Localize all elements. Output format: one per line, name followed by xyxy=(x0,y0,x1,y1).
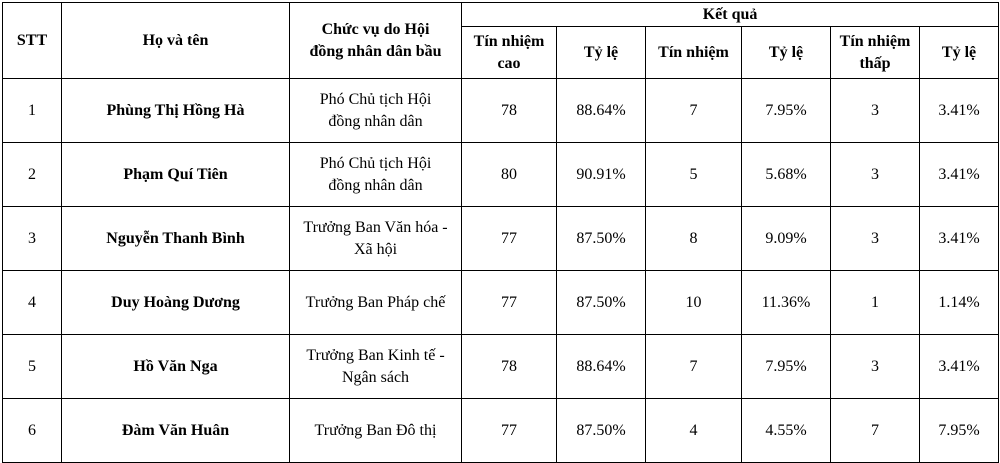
header-rate-trust: Tỷ lệ xyxy=(742,27,831,79)
header-name: Họ và tên xyxy=(62,3,290,79)
cell-low-trust: 7 xyxy=(831,399,920,463)
cell-high-trust: 77 xyxy=(462,207,557,271)
table-row xyxy=(3,79,999,143)
cell-position-line1: Trưởng Ban Văn hóa - xyxy=(303,218,448,236)
cell-trust: 10 xyxy=(646,271,742,335)
table-row xyxy=(3,399,999,463)
cell-rate-high: 87.50% xyxy=(557,207,646,271)
cell-position xyxy=(290,207,462,271)
confidence-vote-table xyxy=(2,2,999,463)
cell-rate-low: 3.41% xyxy=(920,143,999,207)
cell-high-trust: 77 xyxy=(462,399,557,463)
cell-trust: 7 xyxy=(646,79,742,143)
cell-rate-trust: 7.95% xyxy=(742,79,831,143)
table-row xyxy=(3,143,999,207)
header-high-trust xyxy=(462,27,557,79)
cell-rate-low: 3.41% xyxy=(920,79,999,143)
cell-stt: 1 xyxy=(3,79,62,143)
cell-low-trust: 3 xyxy=(831,79,920,143)
cell-trust: 5 xyxy=(646,143,742,207)
cell-position-line2: đồng nhân dân xyxy=(328,112,423,130)
header-position xyxy=(290,3,462,79)
cell-rate-trust: 5.68% xyxy=(742,143,831,207)
table-row xyxy=(3,335,999,399)
cell-position xyxy=(290,79,462,143)
header-trust: Tín nhiệm xyxy=(646,27,742,79)
header-low-line2: thấp xyxy=(859,54,891,72)
cell-rate-trust: 4.55% xyxy=(742,399,831,463)
cell-rate-high: 88.64% xyxy=(557,335,646,399)
cell-rate-high: 87.50% xyxy=(557,271,646,335)
cell-stt: 5 xyxy=(3,335,62,399)
cell-stt: 3 xyxy=(3,207,62,271)
cell-name: Phùng Thị Hồng Hà xyxy=(62,79,290,143)
cell-position xyxy=(290,399,462,463)
cell-trust: 8 xyxy=(646,207,742,271)
cell-rate-trust: 7.95% xyxy=(742,335,831,399)
cell-rate-high: 87.50% xyxy=(557,399,646,463)
cell-position-line1: Phó Chủ tịch Hội xyxy=(319,90,432,108)
cell-position xyxy=(290,271,462,335)
header-stt: STT xyxy=(3,3,62,79)
cell-trust: 4 xyxy=(646,399,742,463)
header-high-line1: Tín nhiệm xyxy=(473,32,545,50)
cell-high-trust: 77 xyxy=(462,271,557,335)
header-low-line1: Tín nhiệm xyxy=(839,32,911,50)
header-high-line2: cao xyxy=(497,54,521,72)
header-position-line2: đồng nhân dân bầu xyxy=(309,42,442,60)
cell-high-trust: 78 xyxy=(462,335,557,399)
cell-position-line2: Ngân sách xyxy=(341,368,410,386)
cell-rate-trust: 9.09% xyxy=(742,207,831,271)
table-row xyxy=(3,207,999,271)
cell-low-trust: 3 xyxy=(831,335,920,399)
cell-position xyxy=(290,335,462,399)
cell-stt: 2 xyxy=(3,143,62,207)
header-results: Kết quả xyxy=(462,3,999,27)
cell-position-line1: Trưởng Ban Đô thị xyxy=(314,421,437,439)
cell-name: Đàm Văn Huân xyxy=(62,399,290,463)
cell-position-line1: Trưởng Ban Kinh tế - xyxy=(306,346,445,364)
cell-low-trust: 1 xyxy=(831,271,920,335)
table-row xyxy=(3,271,999,335)
cell-position xyxy=(290,143,462,207)
cell-high-trust: 78 xyxy=(462,79,557,143)
cell-position-line1: Trưởng Ban Pháp chế xyxy=(305,293,446,311)
header-low-trust xyxy=(831,27,920,79)
cell-rate-trust: 11.36% xyxy=(742,271,831,335)
cell-trust: 7 xyxy=(646,335,742,399)
cell-low-trust: 3 xyxy=(831,207,920,271)
cell-low-trust: 3 xyxy=(831,143,920,207)
header-rate-high: Tỷ lệ xyxy=(557,27,646,79)
header-rate-low: Tỷ lệ xyxy=(920,27,999,79)
cell-rate-high: 88.64% xyxy=(557,79,646,143)
cell-high-trust: 80 xyxy=(462,143,557,207)
cell-name: Phạm Quí Tiên xyxy=(62,143,290,207)
cell-stt: 6 xyxy=(3,399,62,463)
cell-name: Duy Hoàng Dương xyxy=(62,271,290,335)
cell-name: Hồ Văn Nga xyxy=(62,335,290,399)
cell-rate-low: 7.95% xyxy=(920,399,999,463)
cell-rate-low: 3.41% xyxy=(920,207,999,271)
cell-position-line1: Phó Chủ tịch Hội xyxy=(319,154,432,172)
header-position-line1: Chức vụ do Hội xyxy=(321,20,430,38)
cell-position-line2: Xã hội xyxy=(353,240,398,258)
cell-rate-low: 3.41% xyxy=(920,335,999,399)
cell-name: Nguyễn Thanh Bình xyxy=(62,207,290,271)
cell-rate-low: 1.14% xyxy=(920,271,999,335)
cell-stt: 4 xyxy=(3,271,62,335)
cell-position-line2: đồng nhân dân xyxy=(328,176,423,194)
table-body xyxy=(3,79,999,463)
cell-rate-high: 90.91% xyxy=(557,143,646,207)
